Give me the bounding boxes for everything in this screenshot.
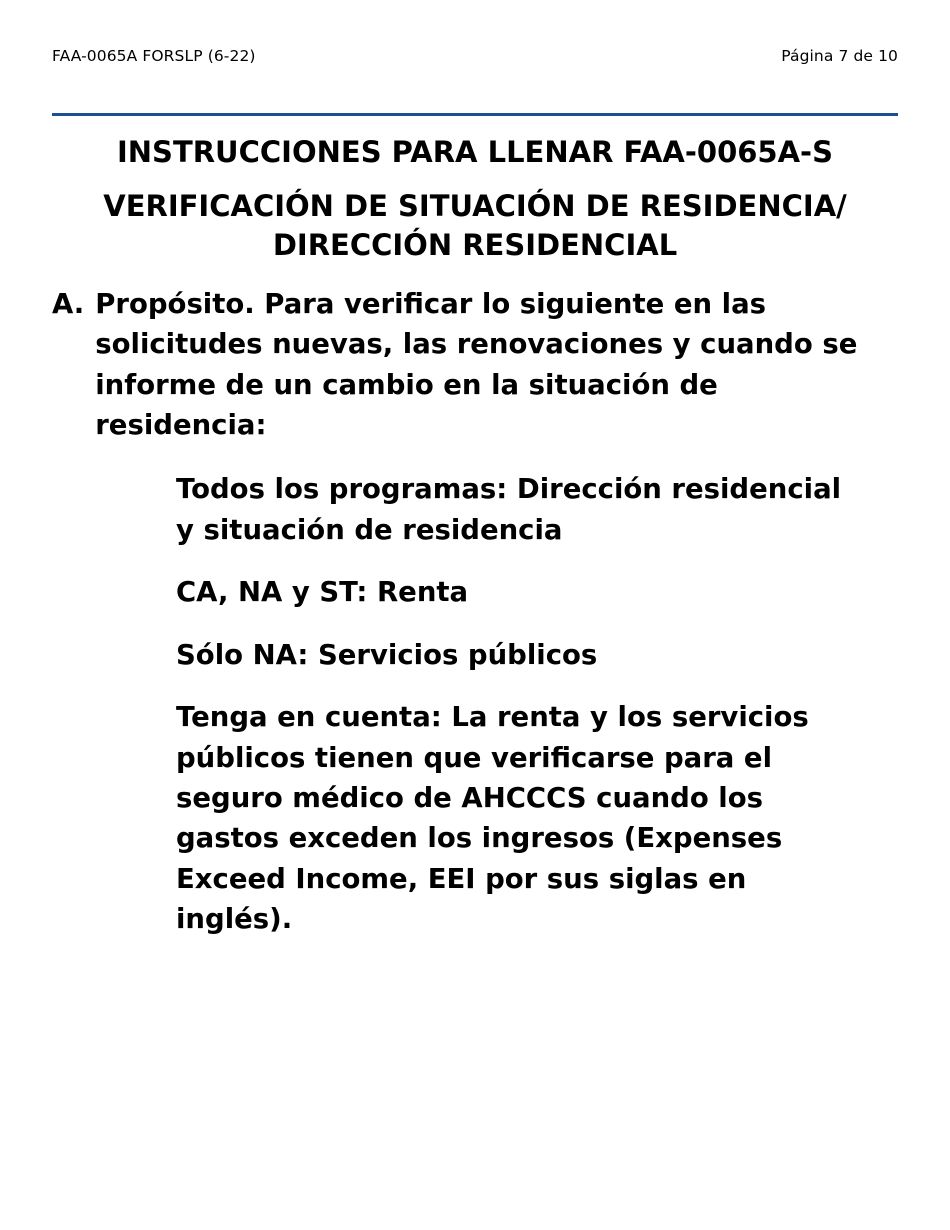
section-a-text: Propósito. Para verificar lo siguiente en las solicitudes nuevas, las renovaciones y cuando se informe de un cambio en la situación de residencia:: [95, 287, 858, 442]
list-item: CA, NA y ST: Renta: [176, 576, 469, 609]
page-number-label: Página 7 de 10: [781, 47, 898, 65]
list-item: Tenga en cuenta: La renta y los servicios públicos tienen que verificarse para el seguro médico de AHCCCS cuando los gastos exceden los ingresos (Expenses Exceed Income, EEI por sus siglas en inglés).: [176, 701, 809, 936]
section-a-letter: A.: [52, 287, 85, 320]
page-header: [52, 0, 898, 65]
list-item: Sólo NA: Servicios públicos: [176, 638, 598, 671]
title-block: [52, 133, 898, 264]
header-divider-rule: [52, 113, 898, 116]
section-a: [52, 284, 898, 446]
list-item: Todos los programas: Dirección residencial y situación de residencia: [176, 473, 842, 546]
document-title-secondary: VERIFICACIÓN DE SITUACIÓN DE RESIDENCIA/ DIRECCIÓN RESIDENCIAL: [103, 189, 847, 262]
document-title-primary: INSTRUCCIONES PARA LLENAR FAA-0065A-S: [117, 135, 833, 169]
form-identifier: FAA-0065A FORSLP (6-22): [52, 47, 256, 65]
section-a-item-list: [52, 469, 898, 939]
